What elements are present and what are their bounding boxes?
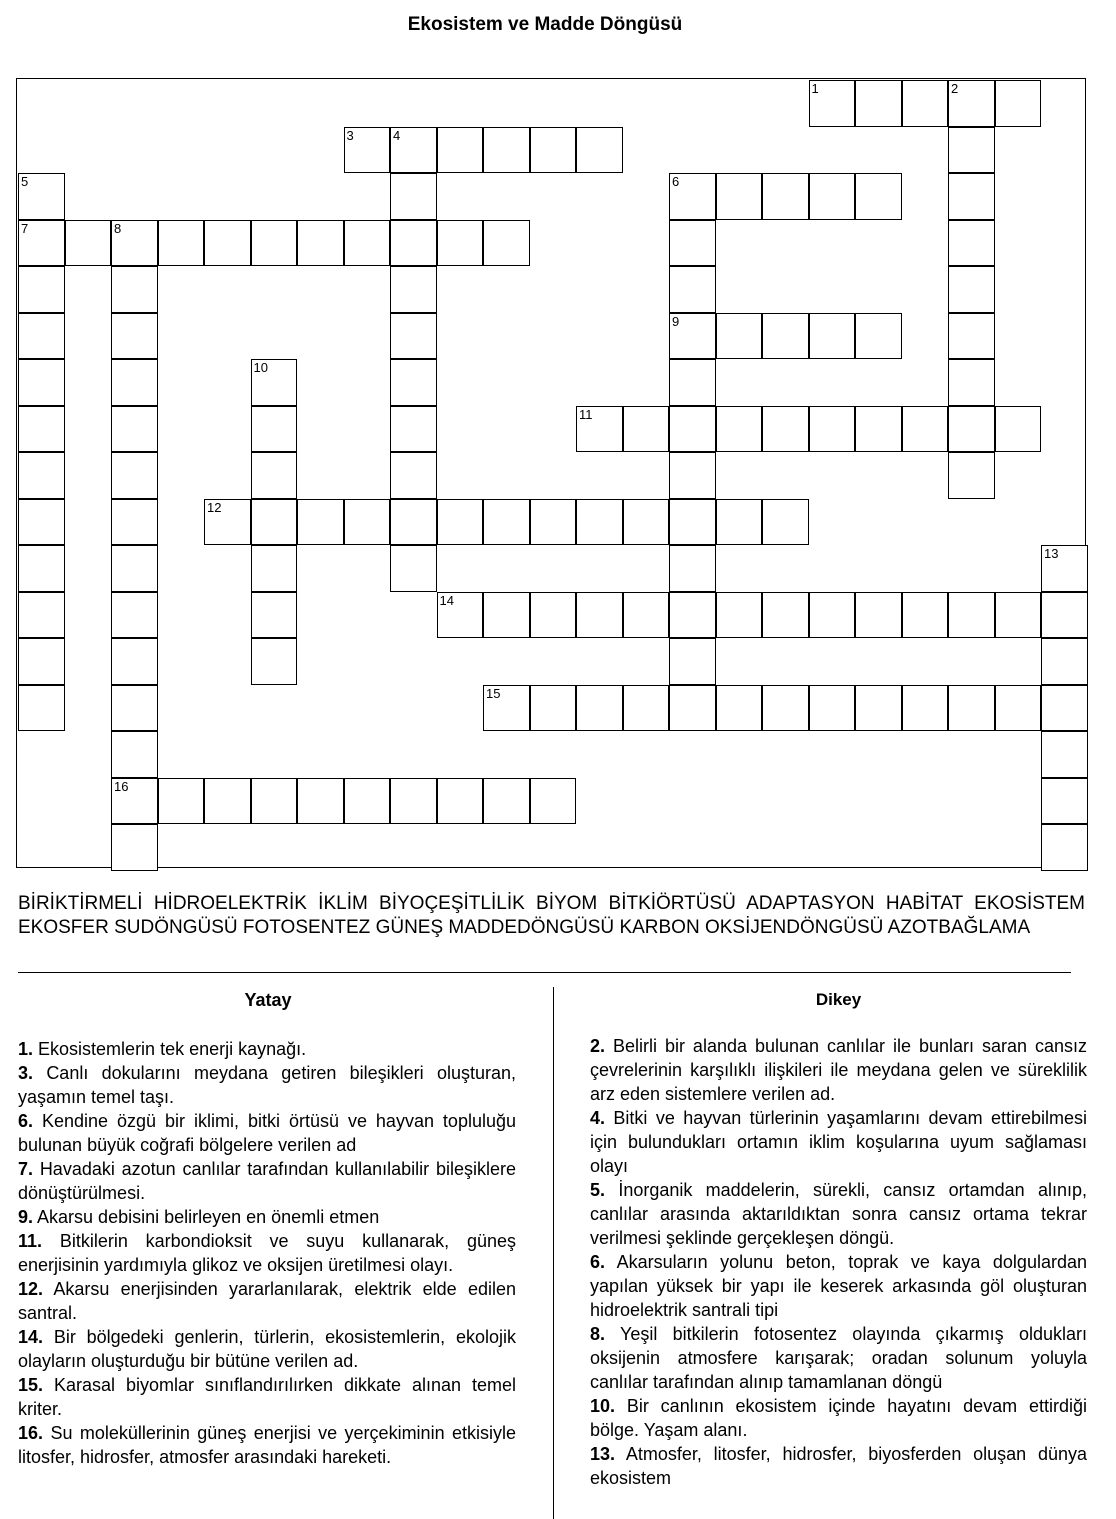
crossword-cell[interactable] (762, 592, 809, 639)
crossword-cell[interactable] (1041, 638, 1088, 685)
clue-item (590, 1250, 1087, 1322)
word-bank-item: FOTOSENTEZ (242, 917, 371, 938)
crossword-cell[interactable] (111, 266, 158, 313)
crossword-cell[interactable] (809, 313, 856, 360)
clue-text: Canlı dokularını meydana getiren bileşikleri oluşturan, yaşamın temel taşı. (18, 1063, 516, 1107)
down-heading: Dikey (815, 990, 862, 1009)
clue-item (590, 1394, 1087, 1442)
crossword-cell[interactable] (390, 545, 437, 592)
crossword-cell[interactable] (18, 592, 65, 639)
cell-number: 6 (672, 174, 680, 189)
crossword-cell[interactable] (669, 220, 716, 267)
crossword-cell[interactable] (948, 406, 995, 453)
clue-number: 1. (18, 1039, 34, 1059)
clue-number: 8. (590, 1324, 606, 1344)
divider-horizontal (18, 972, 1071, 973)
crossword-cell[interactable] (251, 638, 298, 685)
crossword-cell[interactable] (948, 127, 995, 174)
cell-number: 16 (114, 778, 129, 794)
divider-vertical (553, 987, 554, 1519)
clue-text: Bitkilerin karbondioksit ve suyu kullanarak, güneş enerjisinin yardımıyla glikoz ve oksijen üretilmesi olayı. (18, 1231, 516, 1275)
word-bank-item: HABİTAT (885, 893, 963, 914)
crossword-cell[interactable] (995, 406, 1042, 453)
crossword-cell[interactable] (437, 778, 484, 825)
cell-number: 14 (439, 592, 454, 608)
crossword-cell[interactable] (669, 452, 716, 499)
crossword-cell[interactable] (437, 499, 484, 546)
across-clues (18, 1037, 516, 1469)
clue-number: 4. (590, 1108, 606, 1128)
crossword-cell[interactable] (297, 778, 344, 825)
cell-number: 7 (21, 220, 29, 236)
crossword-cell[interactable] (297, 220, 344, 267)
clue-item (18, 1037, 516, 1061)
clue-item (18, 1157, 516, 1205)
crossword-cell[interactable] (111, 452, 158, 499)
clue-number: 16. (18, 1423, 44, 1443)
clue-item (18, 1325, 516, 1373)
clue-number: 13. (590, 1444, 616, 1464)
crossword-cell[interactable] (1041, 824, 1088, 871)
crossword-cell[interactable] (18, 266, 65, 313)
crossword-cell[interactable] (390, 452, 437, 499)
clue-number: 11. (18, 1231, 43, 1251)
across-heading: Yatay (244, 990, 292, 1010)
cell-number: 4 (393, 127, 401, 143)
crossword-cell[interactable] (530, 499, 577, 546)
crossword-cell[interactable] (669, 592, 716, 639)
crossword-cell[interactable] (204, 220, 251, 267)
crossword-cell[interactable] (111, 313, 158, 360)
crossword-cell[interactable] (18, 638, 65, 685)
crossword-cell[interactable] (576, 685, 623, 732)
crossword-cell[interactable] (204, 778, 251, 825)
crossword-cell[interactable] (716, 685, 763, 732)
crossword-cell[interactable] (18, 220, 65, 267)
crossword-cell[interactable] (18, 685, 65, 732)
crossword-cell[interactable] (251, 499, 298, 546)
cell-number: 8 (114, 220, 122, 236)
clue-text: Karasal biyomlar sınıflandırılırken dikkate alınan temel kriter. (18, 1375, 516, 1419)
crossword-cell[interactable] (1041, 685, 1088, 732)
down-clues (590, 1034, 1087, 1490)
clue-text: İnorganik maddelerin, sürekli, cansız ortamdan alınıp, canlılar arasında aktarıldıktan sonra cansız ortama tekrar verilmesi şeklinde gerçekleşen döngü. (590, 1180, 1087, 1248)
crossword-cell[interactable] (390, 313, 437, 360)
cell-number: 5 (21, 174, 29, 189)
clue-item (590, 1034, 1087, 1106)
crossword-cell[interactable] (762, 685, 809, 732)
crossword-cell[interactable] (18, 173, 65, 220)
crossword-cell[interactable] (18, 359, 65, 406)
clue-item (590, 1442, 1087, 1490)
crossword-cell[interactable] (948, 173, 995, 220)
word-bank-item: BİYOÇEŞİTLİLİK (379, 893, 525, 914)
crossword-cell[interactable] (576, 127, 623, 174)
crossword-cell[interactable] (948, 266, 995, 313)
clue-text: Ekosistemlerin tek enerji kaynağı. (38, 1039, 307, 1059)
crossword-cell[interactable] (948, 452, 995, 499)
crossword-cell[interactable] (111, 406, 158, 453)
clue-text: Atmosfer, litosfer, hidrosfer, biyosferden oluşan dünya ekosistem (590, 1444, 1087, 1488)
crossword-cell[interactable] (809, 80, 856, 127)
crossword-cell[interactable] (716, 406, 763, 453)
word-bank-item: İKLİM (318, 893, 368, 914)
crossword-cell[interactable] (483, 499, 530, 546)
crossword-cell[interactable] (204, 499, 251, 546)
word-bank-item: KARBON (619, 917, 700, 938)
crossword-cell[interactable] (855, 173, 902, 220)
crossword-cell[interactable] (111, 638, 158, 685)
crossword-cell[interactable] (530, 127, 577, 174)
crossword-cell[interactable] (111, 545, 158, 592)
clue-text: Akarsu enerjisinden yararlanılarak, elektrik elde edilen santral. (18, 1279, 516, 1323)
crossword-cell[interactable] (344, 778, 391, 825)
cell-number: 9 (672, 313, 680, 329)
cell-number: 3 (346, 127, 354, 143)
crossword-cell[interactable] (995, 80, 1042, 127)
crossword-cell[interactable] (669, 499, 716, 546)
crossword-cell[interactable] (576, 592, 623, 639)
crossword-cell[interactable] (902, 685, 949, 732)
word-bank-item: GÜNEŞ (375, 917, 444, 938)
cell-number: 2 (951, 81, 959, 96)
crossword-cell[interactable] (762, 499, 809, 546)
crossword-cell[interactable] (948, 685, 995, 732)
word-bank (18, 892, 1085, 940)
crossword-cell[interactable] (809, 406, 856, 453)
crossword-cell[interactable] (669, 406, 716, 453)
clue-text: Yeşil bitkilerin fotosentez olayında çıkarmış oldukları oksijenin atmosfere karışarak; oradan solunum yoluyla canlılar tarafından alınıp tamamlanan döngü (590, 1324, 1087, 1392)
crossword-cell[interactable] (669, 266, 716, 313)
crossword-cell[interactable] (344, 220, 391, 267)
crossword-cell[interactable] (18, 545, 65, 592)
crossword-cell[interactable] (483, 685, 530, 732)
crossword-cell[interactable] (530, 778, 577, 825)
clue-number: 9. (18, 1207, 34, 1227)
crossword-cell[interactable] (18, 406, 65, 453)
crossword-cell[interactable] (576, 499, 623, 546)
crossword-cell[interactable] (530, 592, 577, 639)
crossword-cell[interactable] (762, 313, 809, 360)
crossword-cell[interactable] (111, 685, 158, 732)
crossword-cell[interactable] (251, 406, 298, 453)
crossword-cell[interactable] (948, 359, 995, 406)
crossword-cell[interactable] (855, 406, 902, 453)
crossword-cell[interactable] (390, 778, 437, 825)
crossword-cell[interactable] (483, 220, 530, 267)
crossword-cell[interactable] (669, 173, 716, 220)
clue-number: 15. (18, 1375, 44, 1395)
word-bank-item: HİDROELEKTRİK (153, 893, 307, 914)
word-bank-item: ADAPTASYON (746, 893, 875, 914)
crossword-cell[interactable] (390, 220, 437, 267)
word-bank-item: SUDÖNGÜSÜ (114, 917, 238, 938)
crossword-cell[interactable] (669, 638, 716, 685)
clue-item (18, 1373, 516, 1421)
crossword-cell[interactable] (669, 685, 716, 732)
crossword-cell[interactable] (669, 313, 716, 360)
crossword-cell[interactable] (948, 592, 995, 639)
crossword-cell[interactable] (576, 406, 623, 453)
clue-number: 3. (18, 1063, 34, 1083)
clue-item (18, 1277, 516, 1325)
crossword-cell[interactable] (1041, 592, 1088, 639)
crossword-cell[interactable] (855, 685, 902, 732)
crossword-cell[interactable] (1041, 731, 1088, 778)
crossword-cell[interactable] (251, 545, 298, 592)
clue-text: Bitki ve hayvan türlerinin yaşamlarını devam ettirebilmesi için bulundukları ortamın iklim koşularına uyum sağlaması olayı (590, 1108, 1087, 1176)
clue-text: Bir bölgedeki genlerin, türlerin, ekosistemlerin, ekolojik olayların oluşturduğu bir bütüne verilen ad. (18, 1327, 516, 1371)
crossword-cell[interactable] (390, 266, 437, 313)
cell-number: 12 (207, 499, 222, 515)
crossword-cell[interactable] (623, 499, 670, 546)
clue-number: 12. (18, 1279, 44, 1299)
crossword-cell[interactable] (483, 778, 530, 825)
crossword-cell[interactable] (483, 127, 530, 174)
crossword-cell[interactable] (1041, 778, 1088, 825)
word-bank-item: EKOSFER (18, 917, 109, 938)
crossword-cell[interactable] (948, 80, 995, 127)
crossword-cell[interactable] (111, 824, 158, 871)
crossword-cell[interactable] (623, 406, 670, 453)
crossword-cell[interactable] (995, 592, 1042, 639)
crossword-cell[interactable] (809, 592, 856, 639)
clue-number: 10. (590, 1396, 616, 1416)
crossword-cell[interactable] (855, 313, 902, 360)
crossword-cell[interactable] (111, 592, 158, 639)
crossword-cell[interactable] (251, 452, 298, 499)
crossword-cell[interactable] (158, 778, 205, 825)
crossword-cell[interactable] (251, 592, 298, 639)
word-bank-item: MADDEDÖNGÜSÜ (448, 917, 615, 938)
crossword-cell[interactable] (158, 220, 205, 267)
crossword-cell[interactable] (902, 80, 949, 127)
crossword-cell[interactable] (716, 499, 763, 546)
crossword-cell[interactable] (344, 499, 391, 546)
crossword-cell[interactable] (297, 499, 344, 546)
crossword-cell[interactable] (390, 173, 437, 220)
clue-text: Su moleküllerinin güneş enerjisi ve yerçekiminin etkisiyle litosfer, hidrosfer, atmosfer arasındaki hareketi. (18, 1423, 516, 1467)
page-title: Ekosistem ve Madde Döngüsü (407, 14, 683, 35)
clue-item (18, 1061, 516, 1109)
clue-item (18, 1109, 516, 1157)
crossword-cell[interactable] (809, 173, 856, 220)
clue-number: 6. (18, 1111, 34, 1131)
crossword-cell[interactable] (530, 685, 577, 732)
crossword-cell[interactable] (716, 173, 763, 220)
crossword-cell[interactable] (902, 406, 949, 453)
clue-number: 2. (590, 1036, 606, 1056)
crossword-cell[interactable] (111, 359, 158, 406)
crossword-cell[interactable] (111, 220, 158, 267)
crossword-cell[interactable] (716, 313, 763, 360)
cell-number: 10 (253, 360, 268, 375)
crossword-cell[interactable] (111, 499, 158, 546)
crossword-cell[interactable] (669, 545, 716, 592)
clue-number: 14. (18, 1327, 44, 1347)
crossword-cell[interactable] (669, 359, 716, 406)
clue-number: 7. (18, 1159, 34, 1179)
crossword-cell[interactable] (18, 313, 65, 360)
crossword-cell[interactable] (948, 313, 995, 360)
clue-item (18, 1205, 516, 1229)
crossword-cell[interactable] (483, 592, 530, 639)
clue-text: Akarsu debisini belirleyen en önemli etmen (37, 1207, 380, 1227)
crossword-cell[interactable] (437, 220, 484, 267)
crossword-cell[interactable] (762, 406, 809, 453)
crossword-cell[interactable] (948, 220, 995, 267)
crossword-cell[interactable] (902, 592, 949, 639)
crossword-cell[interactable] (111, 778, 158, 825)
crossword-cell[interactable] (65, 220, 112, 267)
clue-text: Havadaki azotun canlılar tarafından kullanılabilir bileşiklere dönüştürülmesi. (18, 1159, 516, 1203)
crossword-cell[interactable] (437, 127, 484, 174)
clue-item (590, 1106, 1087, 1178)
crossword-cell[interactable] (390, 359, 437, 406)
crossword-cell[interactable] (390, 406, 437, 453)
crossword-cell[interactable] (344, 127, 391, 174)
clue-item (18, 1421, 516, 1469)
cell-number: 11 (579, 406, 593, 422)
crossword-cell[interactable] (855, 592, 902, 639)
word-bank-item: BİYOM (536, 893, 598, 914)
cell-number: 15 (486, 685, 501, 701)
word-bank-item: EKOSİSTEM (974, 893, 1086, 914)
crossword-cell[interactable] (623, 592, 670, 639)
crossword-cell[interactable] (1041, 545, 1088, 592)
crossword-cell[interactable] (437, 592, 484, 639)
crossword-grid (18, 80, 1088, 870)
clue-item (18, 1229, 516, 1277)
crossword-cell[interactable] (251, 778, 298, 825)
crossword-cell[interactable] (995, 685, 1042, 732)
word-bank-item: BİTKİÖRTÜSÜ (608, 893, 736, 914)
word-bank-item: OKSİJENDÖNGÜSÜ (704, 917, 884, 938)
crossword-cell[interactable] (18, 499, 65, 546)
cell-number: 13 (1044, 546, 1059, 561)
word-bank-item: BİRİKTİRMELİ (18, 893, 143, 914)
clue-text: Bir canlının ekosistem içinde hayatını devam ettirdiği bölge. Yaşam alanı. (590, 1396, 1087, 1440)
clue-text: Belirli bir alanda bulunan canlılar ile bunları saran cansız çevrelerinin karşılıklı ilişkileri ile meydana gelen ve süreklilik arz eden sistemlere verilen ad. (590, 1036, 1087, 1104)
clue-number: 5. (590, 1180, 606, 1200)
clue-item (590, 1178, 1087, 1250)
crossword-cell[interactable] (18, 452, 65, 499)
crossword-cell[interactable] (390, 499, 437, 546)
clue-text: Akarsuların yolunu beton, toprak ve kaya dolgulardan yapılan yüksek bir yapı ile keserek arkasında göl oluşturan hidroelektrik santrali tipi (590, 1252, 1087, 1320)
word-bank-item: AZOTBAĞLAMA (887, 917, 1031, 938)
crossword-cell[interactable] (390, 127, 437, 174)
clue-text: Kendine özgü bir iklimi, bitki örtüsü ve hayvan topluluğu bulunan büyük coğrafi bölgelere verilen ad (18, 1111, 516, 1155)
clue-number: 6. (590, 1252, 606, 1272)
crossword-cell[interactable] (251, 220, 298, 267)
cell-number: 1 (811, 81, 819, 96)
clue-item (590, 1322, 1087, 1394)
crossword-cell[interactable] (809, 685, 856, 732)
crossword-cell[interactable] (855, 80, 902, 127)
crossword-cell[interactable] (111, 731, 158, 778)
crossword-cell[interactable] (623, 685, 670, 732)
crossword-cell[interactable] (762, 173, 809, 220)
crossword-cell[interactable] (251, 359, 298, 406)
crossword-cell[interactable] (716, 592, 763, 639)
